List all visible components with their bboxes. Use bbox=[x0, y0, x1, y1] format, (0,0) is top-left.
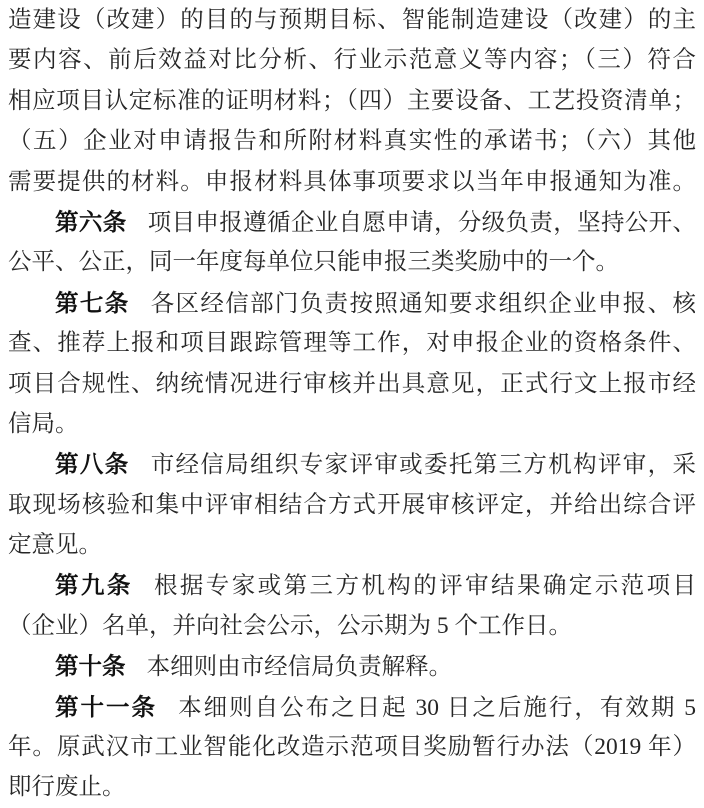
text-line bbox=[8, 81, 696, 121]
line-text: 定意见。 bbox=[8, 532, 102, 559]
article-number-label: 第六条 bbox=[55, 208, 127, 235]
line-text: 信局。 bbox=[8, 410, 79, 437]
line-text: 根据专家或第三方机构的评审结果确定示范项目 bbox=[153, 573, 696, 600]
line-text: 年。原武汉市工业智能化改造示范项目奖励暂行办法（2019 年） bbox=[8, 734, 696, 761]
text-line bbox=[8, 606, 696, 646]
line-text: 查、推荐上报和项目跟踪管理等工作，对申报企业的资格条件、 bbox=[8, 330, 696, 357]
line-text: （五）企业对申请报告和所附材料真实性的承诺书；（六）其他 bbox=[8, 128, 696, 155]
text-line bbox=[8, 404, 696, 444]
line-text: 本细则由市经信局负责解释。 bbox=[146, 654, 453, 681]
line-text: 公平、公正，同一年度每单位只能申报三类奖励中的一个。 bbox=[8, 249, 619, 276]
article-number-label: 第八条 bbox=[55, 451, 130, 478]
text-line bbox=[8, 323, 696, 363]
line-text: 项目合规性、纳统情况进行审核并出具意见，正式行文上报市经 bbox=[8, 370, 696, 397]
line-text: 需要提供的材料。申报材料具体事项要求以当年申报通知为准。 bbox=[8, 168, 696, 195]
text-line bbox=[8, 162, 696, 202]
text-line bbox=[8, 485, 696, 525]
text-line bbox=[8, 364, 696, 404]
article-11-first-line bbox=[8, 687, 696, 727]
text-line bbox=[8, 40, 696, 80]
article-number-label: 第十一条 bbox=[55, 693, 157, 720]
line-text: 市经信局组织专家评审或委托第三方机构评审，采 bbox=[150, 452, 696, 479]
line-text: 即行废止。 bbox=[8, 774, 126, 801]
line-text: 本细则自公布之日起 30 日之后施行，有效期 5 bbox=[178, 694, 696, 721]
article-6-first-line bbox=[8, 202, 696, 242]
text-line bbox=[8, 525, 696, 565]
line-text: 要内容、前后效益对比分析、行业示范意义等内容；（三）符合 bbox=[8, 47, 696, 74]
line-text: 各区经信部门负责按照通知要求组织企业申报、核 bbox=[150, 290, 696, 317]
article-8-first-line bbox=[8, 444, 696, 484]
text-line bbox=[8, 121, 696, 161]
article-10-line bbox=[8, 646, 696, 686]
line-text: 造建设（改建）的目的与预期目标、智能制造建设（改建）的主 bbox=[8, 7, 696, 33]
line-text: 相应项目认定标准的证明材料；（四）主要设备、工艺投资清单； bbox=[8, 87, 696, 114]
text-line bbox=[8, 727, 696, 767]
line-text: 取现场核验和集中评审相结合方式开展审核评定，并给出综合评 bbox=[8, 491, 696, 518]
text-line bbox=[8, 0, 696, 40]
line-text: （企业）名单，并向社会公示，公示期为 5 个工作日。 bbox=[8, 612, 572, 639]
article-number-label: 第十条 bbox=[55, 653, 126, 680]
article-number-label: 第七条 bbox=[55, 289, 130, 316]
article-9-first-line bbox=[8, 565, 696, 605]
article-7-first-line bbox=[8, 283, 696, 323]
text-line bbox=[8, 767, 696, 807]
article-number-label: 第九条 bbox=[55, 572, 133, 599]
line-text: 项目申报遵循企业自愿申请，分级负责，坚持公开、 bbox=[147, 209, 696, 236]
text-line bbox=[8, 242, 696, 282]
